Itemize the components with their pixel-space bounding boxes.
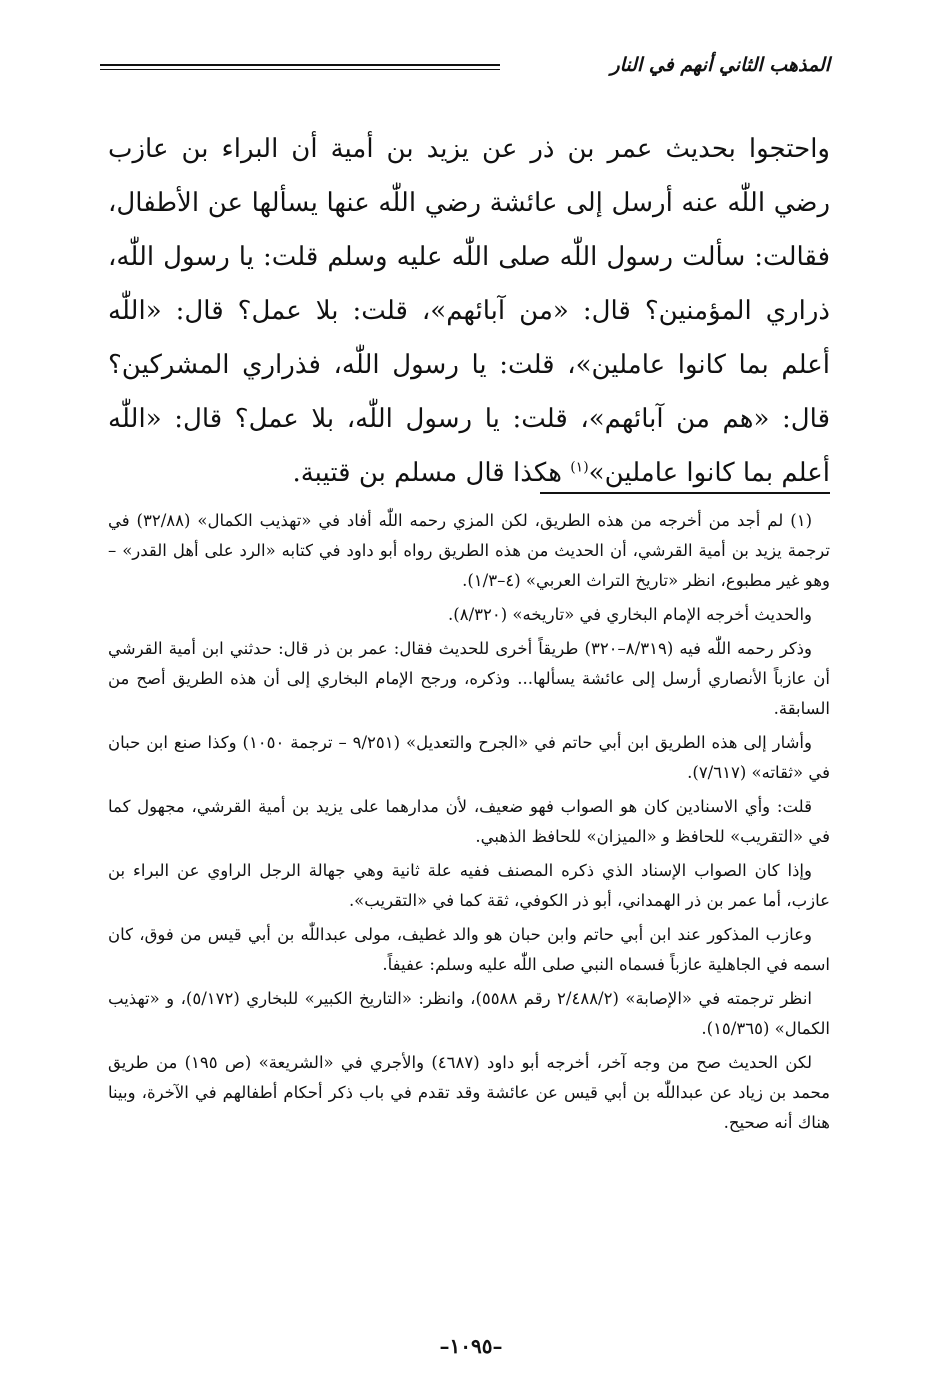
running-header-title: المذهب الثاني أنهم في النار <box>610 54 830 76</box>
footnote-paragraph: لكن الحديث صح من وجه آخر، أخرجه أبو داود (٤٦٨٧) والأجري في «الشريعة» (ص ١٩٥) من طريق محمد بن زياد عن عبداللّٰه بن أبي قيس عن عائشة وقد تقدم في باب ذكر أحكام أطفالهم في الآخرة، وبينا هناك أنه صحيح. <box>108 1053 830 1132</box>
footnote-reference-1[interactable]: (١) <box>570 459 589 476</box>
main-body-paragraph <box>108 122 830 500</box>
footnote-separator <box>540 492 830 494</box>
footnote-paragraph: وإذا كان الصواب الإسناد الذي ذكره المصنف ففيه علة ثانية وهي جهالة الرجل الراوي عن البراء بن عازب، أما عمر بن ذر الهمداني، أبو ذر الكوفي، ثقة كما في «التقريب». <box>108 861 830 910</box>
running-header <box>100 52 830 92</box>
footnote-paragraph: قلت: وأي الاسنادين كان هو الصواب فهو ضعيف، لأن مدارهما على يزيد بن أمية القرشي، مجهول كما في «التقريب» للحافظ و «الميزان» للحافظ الذهبي. <box>108 797 830 846</box>
footnote-paragraph: وأشار إلى هذه الطريق ابن أبي حاتم في «الجرح والتعديل» (٩/٢٥١ – ترجمة ١٠٥٠) وكذا صنع ابن حبان في «ثقاته» (٧/٦١٧). <box>108 733 830 782</box>
footnotes-section <box>108 506 830 1142</box>
main-text-part-1: واحتجوا بحديث عمر بن ذر عن يزيد بن أمية أن البراء بن عازب رضي اللّٰه عنه أرسل إلى عائشة رضي اللّٰه عنها يسألها عن الأطفال، فقالت: سألت رسول اللّٰه صلى اللّٰه عليه وسلم قلت: يا رسول اللّٰه، ذراري المؤمنين؟ قال: «من آبائهم»، قلت: بلا عمل؟ قال: «اللّٰه أعلم بما كانوا عاملين»، قلت: يا رسول اللّٰه، فذراري المشركين؟ قال: «هم من آبائهم»، قلت: يا رسول اللّٰه، بلا عمل؟ قال: «اللّٰه أعلم بما كانوا عاملين» <box>108 134 830 488</box>
footnote-paragraph: (١) لم أجد من أخرجه من هذه الطريق، لكن المزي رحمه اللّٰه أفاد في «تهذيب الكمال» (٣٢/٨٨) في ترجمة يزيد بن أمية القرشي، أن الحديث من هذه الطريق رواه أبو داود في كتابه «الرد على أهل القدر» – وهو غير مطبوع، انظر «تاريخ التراث العربي» (٤–١/٣). <box>108 511 830 590</box>
footnote-paragraph: والحديث أخرجه الإمام البخاري في «تاريخه» (٨/٣٢٠). <box>448 605 812 624</box>
footnote-paragraph: وعازب المذكور عند ابن أبي حاتم وابن حبان هو والد غطيف، مولى عبداللّٰه بن أبي قيس من فوق، كان اسمه في الجاهلية عازباً فسماه النبي صلى اللّٰه عليه وسلم: عفيفاً. <box>108 925 830 974</box>
page-number: –١٠٩٥– <box>439 1334 503 1358</box>
header-double-rule <box>100 64 500 70</box>
footnote-paragraph: انظر ترجمته في «الإصابة» (٢/٤٨٨/٢ رقم ٥٥٨٨)، وانظر: «التاريخ الكبير» للبخاري (٥/١٧٢)، و «تهذيب الكمال» (١٥/٣٦٥). <box>108 989 830 1038</box>
footnote-paragraph: وذكر رحمه اللّٰه فيه (٨/٣١٩–٣٢٠) طريقاً أخرى للحديث فقال: عمر بن ذر قال: حدثني ابن أمية القرشي أن عازباً الأنصاري أرسل إلى عائشة يسألها... وذكره، ورجح الإمام البخاري إلى أن هذه الطريق أصح من السابقة. <box>108 639 830 718</box>
main-text-part-2: هكذا قال مسلم بن قتيبة. <box>292 458 571 488</box>
